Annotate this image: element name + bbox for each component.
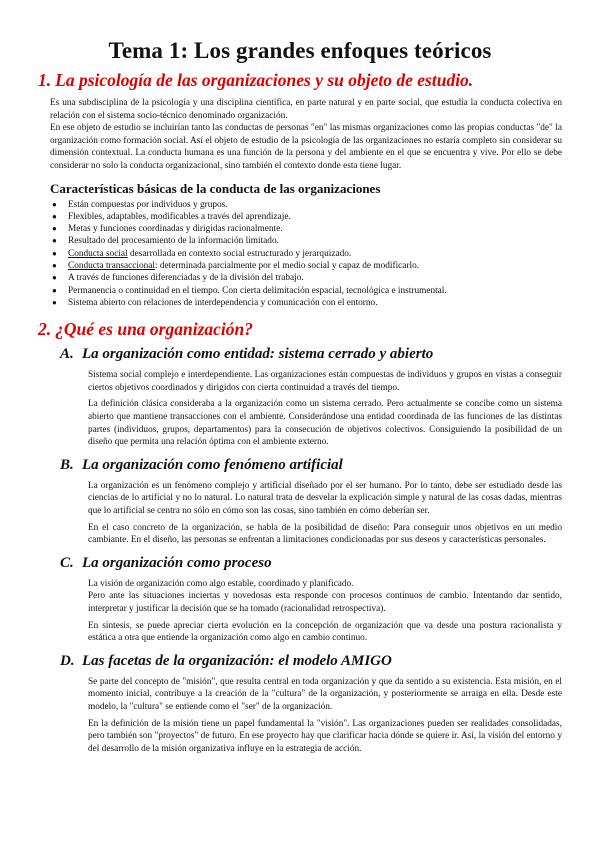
underlined-term: Conducta social — [68, 248, 128, 259]
page-title: Tema 1: Los grandes enfoques teóricos — [108, 38, 492, 63]
section-1-title: La psicología de las organizaciones y su objeto de estudio. — [55, 70, 474, 90]
list-item: ● Metas y funciones coordinadas y dirigidas racionalmente. — [50, 223, 562, 235]
list-item: ● Conducta transaccional: determinada parcialmente por el medio social y capaz de modificarlo. — [50, 260, 562, 272]
section-1-paragraph-2: En ese objeto de estudio se incluirían tanto las conductas de personas "en" las mismas organizaciones como las propias conductas "de" la organización como formación social. Así el objeto de estudio de la psicología de las organizaciones no estaría completo sin considerar su dimensión contextual. La conducta humana es una función de la persona y del ambiente en el que se encuentra y vive. Por ello se debe considerar no solo la conducta organizacional, sino también el contexto donde esta tiene lugar. — [50, 123, 562, 171]
list-item: ● Resultado del procesamiento de la información limitado. — [50, 235, 562, 247]
subsection-c-paragraph-2: Pero ante las situaciones inciertas y novedosas esta responde con procesos continuos de cambio. Intentando dar sentido, interpretar y justificar la decisión que se ha tomado (racionalidad retrospectiva). — [88, 591, 562, 614]
subsection-a-paragraph-1: Sistema social complejo e interdependiente. Las organizaciones están compuestas de individuos y grupos en vistas a conseguir ciertos objetivos coordinados y dirigidos con cierta continuidad a través del tiempo. — [88, 370, 562, 393]
subsection-b-heading: B. La organización como fenómeno artificial — [60, 456, 343, 473]
subsection-c-heading: C. La organización como proceso — [60, 554, 272, 571]
subsection-d-heading: D. Las facetas de la organización: el modelo AMIGO — [60, 652, 392, 669]
subsection-b-paragraph-2: En el caso concreto de la organización, se habla de la posibilidad de diseño: Para conseguir unos objetivos en un medio cambiante. En el diseño, las personas se enfrentan a limitaciones condicionadas por sus deseos y características personales. — [88, 522, 562, 546]
underlined-term: Conducta transaccional — [68, 261, 155, 272]
list-item: ● Conducta social desarrollada en contexto social estructurado y jerarquizado. — [50, 248, 562, 260]
subsection-d-paragraph-2: En la definición de la misión tiene un papel fundamental la "visión". Las organizaciones pueden ser realidades consolidadas, pero también son "proyectos" de futuro. En ese proyecto hay que clarificar hacia dónde se quiere ir. Así, la visión del entorno y del desarrollo de la misión organizativa influye en la estrategia de acción. — [88, 718, 562, 754]
list-item: ● Flexibles, adaptables, modificables a través del aprendizaje. — [50, 211, 562, 223]
subsection-a-paragraph-2: La definición clásica consideraba a la organización como un sistema cerrado. Pero actualmente se concibe como un sistema abierto que mantiene transacciones con el ambiente. Considerándose una entidad coordinada de las funciones de las distintas partes (individuos, grupos, departamentos) para la consecución de objetivos colectivos. Consiguiendo la posibilidad de un diseño que permita una relación óptima con el ambiente externo. — [88, 399, 562, 448]
list-item: ● Sistema abierto con relaciones de interdependencia y comunicación con el entorno. — [50, 297, 562, 309]
list-item: ● A través de funciones diferenciadas y de la división del trabajo. — [50, 272, 562, 284]
section-2-title: ¿Qué es una organización? — [55, 319, 254, 340]
section-1-paragraph-1: Es una subdisciplina de la psicología y una disciplina científica, en parte natural y en parte social, que estudia la conducta colectiva en relación con el sistema socio-técnico denominado organización. — [50, 98, 562, 121]
section-1-number: 1. — [38, 70, 52, 90]
characteristics-list — [50, 199, 562, 310]
section-2-number: 2. — [38, 319, 52, 340]
characteristics-heading: Características básicas de la conducta de las organizaciones — [50, 180, 381, 196]
list-item: ● Están compuestas por individuos y grupos. — [50, 199, 562, 211]
subsection-c-paragraph-1: La visión de organización como algo estable, coordinado y planificado. — [88, 578, 354, 589]
subsection-a-heading: A. La organización como entidad: sistema cerrado y abierto — [60, 346, 434, 363]
subsection-d-paragraph-1: Se parte del concepto de "misión", que resulta central en toda organización y que da sentido a su existencia. Esta misión, en el momento inicial, contribuye a la creación de la "cultura" de la organización, y posteriormente se arraiga en ella. Desde este modelo, la "cultura" se entiende como el "ser" de la organización. — [88, 676, 562, 712]
subsection-c-paragraph-3: En síntesis, se puede apreciar cierta evolución en la concepción de organización que va desde una postura racionalista y estática a otra que entiende la organización como algo en cambio continuo. — [88, 620, 562, 644]
section-1-heading — [38, 70, 562, 91]
list-item: ● Permanencia o continuidad en el tiempo. Con cierta delimitación espacial, tecnológica e instrumental. — [50, 285, 562, 297]
section-2-heading — [38, 319, 562, 340]
subsection-b-paragraph-1: La organización es un fenómeno complejo y artificial diseñado por el ser humano. Por lo tanto, debe ser estudiado desde las ciencias de lo artificial y no lo natural. Lo natural trata de desvelar la explicación simple y natural de las cosas dadas, mientras que lo artificial se centra no sólo en cómo son las cosas, sino también en cómo deberían ser. — [88, 480, 562, 516]
